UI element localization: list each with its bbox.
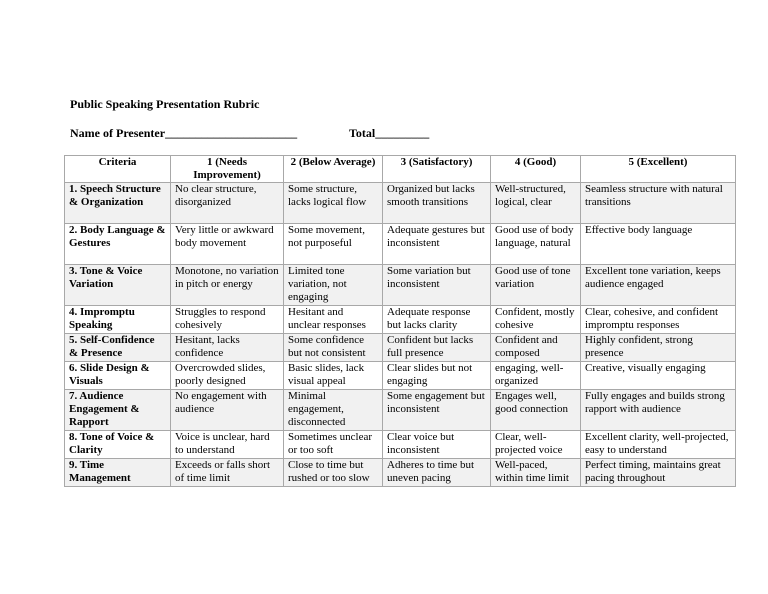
table-row [65,334,736,362]
table-row [65,183,736,224]
criteria-cell: 5. Self-Confidence & Presence [65,334,171,362]
score-4-cell: Confident and composed [491,334,581,362]
score-4-cell: engaging, well-organized [491,362,581,390]
score-1-cell: Very little or awkward body movement [171,224,284,265]
score-2-cell: Minimal engagement, disconnected [284,390,383,431]
score-1-cell: Exceeds or falls short of time limit [171,459,284,487]
score-2-cell: Close to time but rushed or too slow [284,459,383,487]
score-4-cell: Engages well, good connection [491,390,581,431]
header-score-2: 2 (Below Average) [284,156,383,183]
score-4-cell: Well-structured, logical, clear [491,183,581,224]
table-header-row [65,156,736,183]
score-1-cell: Hesitant, lacks confidence [171,334,284,362]
table-row [65,265,736,306]
score-1-cell: No clear structure, disorganized [171,183,284,224]
score-5-cell: Excellent tone variation, keeps audience engaged [581,265,736,306]
score-2-cell: Limited tone variation, not engaging [284,265,383,306]
score-5-cell: Effective body language [581,224,736,265]
score-5-cell: Excellent clarity, well-projected, easy to understand [581,431,736,459]
presenter-name-field: Name of Presenter______________________ [70,126,298,140]
score-5-cell: Seamless structure with natural transitions [581,183,736,224]
criteria-cell: 7. Audience Engagement & Rapport [65,390,171,431]
score-4-cell: Confident, mostly cohesive [491,306,581,334]
table-row [65,459,736,487]
score-2-cell: Some movement, not purposeful [284,224,383,265]
table-row [65,224,736,265]
score-5-cell: Highly confident, strong presence [581,334,736,362]
score-2-cell: Sometimes unclear or too soft [284,431,383,459]
score-5-cell: Fully engages and builds strong rapport with audience [581,390,736,431]
header-score-1: 1 (Needs Improvement) [171,156,284,183]
table-row [65,362,736,390]
criteria-cell: 6. Slide Design & Visuals [65,362,171,390]
score-3-cell: Adequate response but lacks clarity [383,306,491,334]
score-3-cell: Some variation but inconsistent [383,265,491,306]
score-2-cell: Some confidence but not consistent [284,334,383,362]
criteria-cell: 3. Tone & Voice Variation [65,265,171,306]
score-4-cell: Clear, well-projected voice [491,431,581,459]
score-5-cell: Clear, cohesive, and confident impromptu responses [581,306,736,334]
score-3-cell: Confident but lacks full presence [383,334,491,362]
score-4-cell: Well-paced, within time limit [491,459,581,487]
score-2-cell: Hesitant and unclear responses [284,306,383,334]
criteria-cell: 2. Body Language & Gestures [65,224,171,265]
header-score-4: 4 (Good) [491,156,581,183]
score-2-cell: Some structure, lacks logical flow [284,183,383,224]
score-3-cell: Some engagement but inconsistent [383,390,491,431]
score-3-cell: Clear slides but not engaging [383,362,491,390]
document-title: Public Speaking Presentation Rubric [70,97,260,111]
header-score-3: 3 (Satisfactory) [383,156,491,183]
criteria-cell: 8. Tone of Voice & Clarity [65,431,171,459]
score-3-cell: Organized but lacks smooth transitions [383,183,491,224]
score-5-cell: Creative, visually engaging [581,362,736,390]
header-criteria: Criteria [65,156,171,183]
score-1-cell: Monotone, no variation in pitch or energy [171,265,284,306]
total-score-field: Total_________ [349,126,430,140]
table-row [65,390,736,431]
score-2-cell: Basic slides, lack visual appeal [284,362,383,390]
score-3-cell: Adequate gestures but inconsistent [383,224,491,265]
rubric-table [64,155,736,487]
criteria-cell: 9. Time Management [65,459,171,487]
score-4-cell: Good use of body language, natural [491,224,581,265]
score-1-cell: Struggles to respond cohesively [171,306,284,334]
score-1-cell: Voice is unclear, hard to understand [171,431,284,459]
score-1-cell: No engagement with audience [171,390,284,431]
table-row [65,306,736,334]
score-3-cell: Adheres to time but uneven pacing [383,459,491,487]
header-score-5: 5 (Excellent) [581,156,736,183]
criteria-cell: 1. Speech Structure & Organization [65,183,171,224]
score-4-cell: Good use of tone variation [491,265,581,306]
score-3-cell: Clear voice but inconsistent [383,431,491,459]
score-5-cell: Perfect timing, maintains great pacing throughout [581,459,736,487]
score-1-cell: Overcrowded slides, poorly designed [171,362,284,390]
criteria-cell: 4. Impromptu Speaking [65,306,171,334]
table-row [65,431,736,459]
